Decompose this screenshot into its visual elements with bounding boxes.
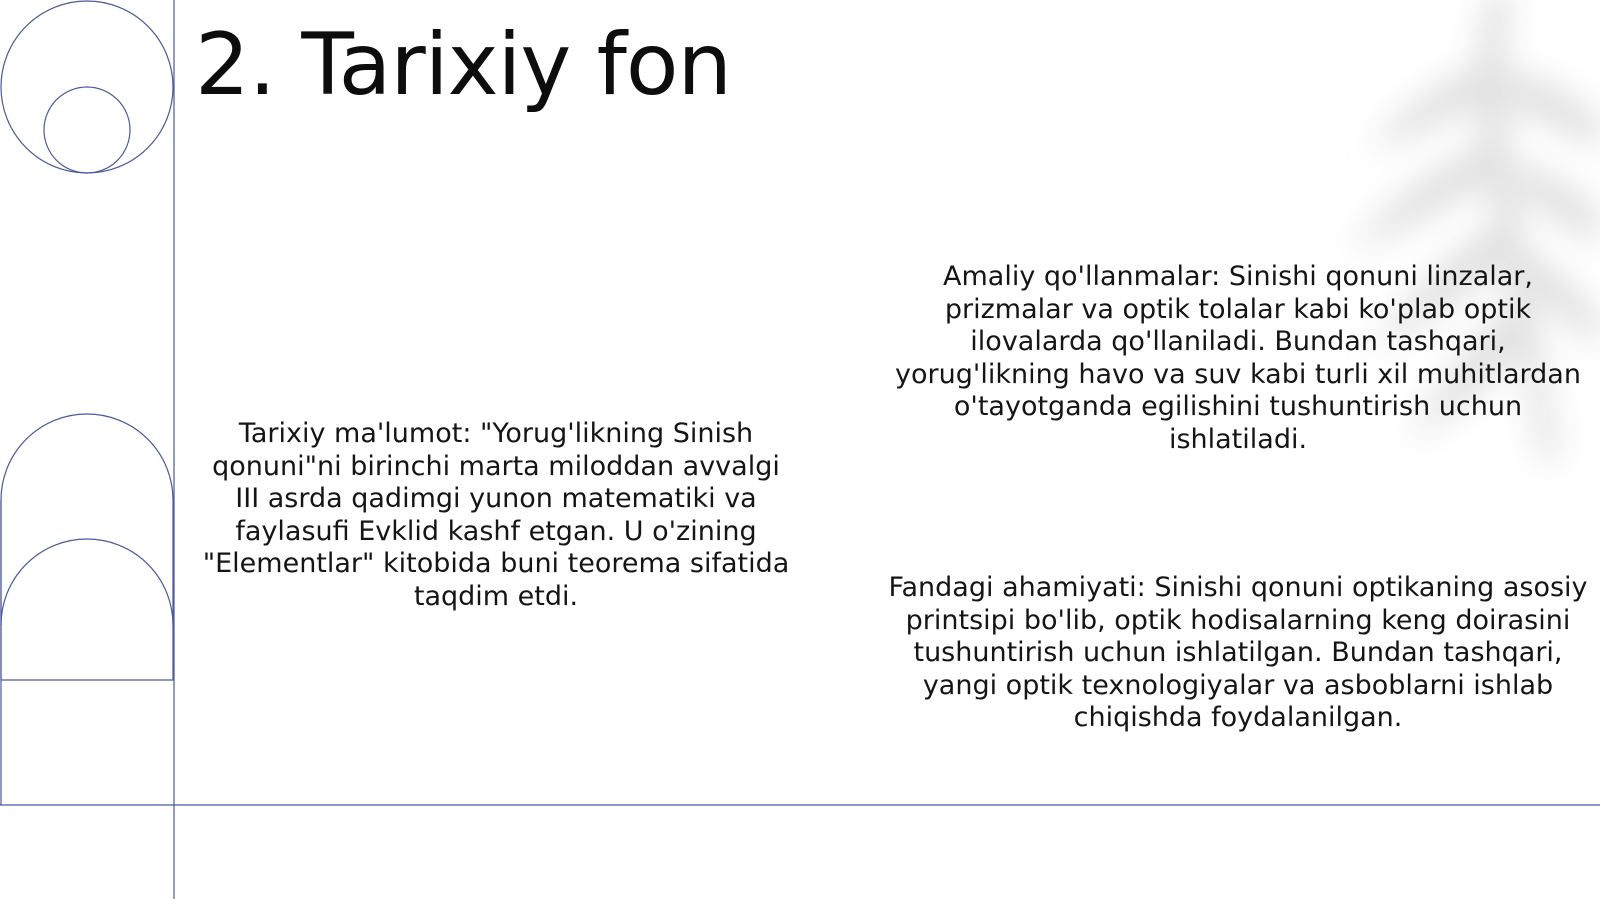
upper-arch-outline [1,414,173,680]
lower-arch-outline [1,539,173,625]
slide-title: 2. Tarixiy fon [195,15,732,115]
applications-text: Amaliy qo'llanmalar: Sinishi qonuni linzalar, prizmalar va optik tolalar kabi ko'plab optik ilovalarda qo'llaniladi. Bundan tashqari, yorug'likning havo va suv kabi turli xil muhitlardan o'tayotganda egilishini tushuntirish uchun ishlatiladi. [895,261,1581,455]
small-circle-outline [44,87,130,173]
significance-text: Fandagi ahamiyati: Sinishi qonuni optikaning asosiy printsipi bo'lib, optik hodisalarning keng doirasini tushuntirish uchun ishlatilgan. Bundan tashqari, yangi optik texnologiyalar va asboblarni ishlab chiqishda foydalanilgan. [888,572,1588,733]
history-text: Tarixiy ma'lumot: "Yorug'likning Sinish qonuni"ni birinchi marta miloddan avvalgi III asrda qadimgi yunon matematiki va faylasufi Evklid kashf etgan. U o'zining "Elementlar" kitobida buni teorema sifatida taqdim etdi. [202,418,790,612]
